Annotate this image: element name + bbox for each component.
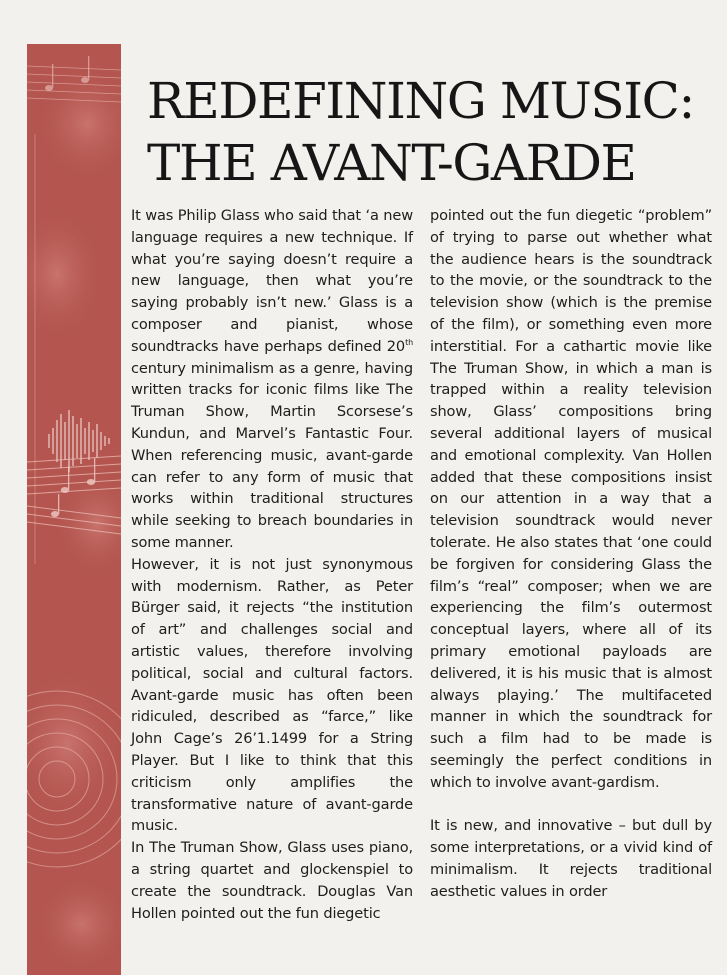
left-paragraph-3: In The Truman Show, Glass uses piano, a string quartet and glockenspiel to create the soundtrack. Douglas Van Hollen pointed out the fun diegetic [131, 839, 413, 922]
left-p1-text-a: It was Philip Glass who said that ‘a new language requires a new technique. If what you’re saying doesn’t require a new language, then what you’re saying probably isn’t new.’ Glass is a composer and pianist, whose soundtracks have perhaps defined 20 [131, 207, 413, 355]
sound-wave-icon [49, 410, 109, 472]
page-title [147, 70, 694, 194]
left-p1-text-b: century minimalism as a genre, having written tracks for iconic films like The Truman Show, Martin Scorsese’s Kundun, and Marvel’s Fantastic Four. When referencing music, avant-garde can refer to any form of music that works within traditional structures while seeking to breach boundaries in some manner. [131, 359, 413, 551]
music-collage-graphic [27, 44, 121, 975]
title-line-1: REDEFINING MUSIC: [147, 72, 694, 130]
left-paragraph-1 [131, 205, 413, 554]
right-paragraph-2: It is new, and innovative – but dull by some interpretations, or a vivid kind of minimalism. It rejects traditional aesthetic values in order [430, 817, 712, 900]
title-line-2: THE AVANT-GARDE [147, 134, 636, 192]
left-paragraph-2: However, it is not just synonymous with modernism. Rather, as Peter Bürger said, it rejects “the institution of art” and challenges social and artistic values, therefore involving political, social and cultural factors. Avant-garde music has often been ridiculed, described as “farce,” like John Cage’s 26’1.1499 for a String Player. But I like to think that this criticism only amplifies the transformative nature of avant-garde music. [131, 555, 413, 835]
right-text-column [430, 205, 712, 903]
right-paragraph-1: pointed out the fun diegetic “problem” of trying to parse out whether what the audience hears is the soundtrack to the movie, or the soundtrack to the television show (which is the premise of the film), or something even more interstitial. For a cathartic movie like The Truman Show, in which a man is trapped within a reality television show, Glass’ compositions bring several additional layers of musical and emotional complexity. Van Hollen added that these compositions insist on our attention in a way that a television soundtrack would never tolerate. He also states that ‘one could be forgiven for considering Glass the film’s “real” composer; when we are experiencing the film’s outermost conceptual layers, where all of its primary emotional payloads are delivered, it is his music that is almost always playing.’ The multifaceted manner in which the soundtrack for such a film had to be made is seemingly the perfect conditions in which to involve avant-gardism. [430, 207, 712, 791]
decorative-collage-strip [27, 44, 121, 975]
left-text-column [131, 205, 413, 924]
ordinal-suffix: th [405, 337, 413, 347]
